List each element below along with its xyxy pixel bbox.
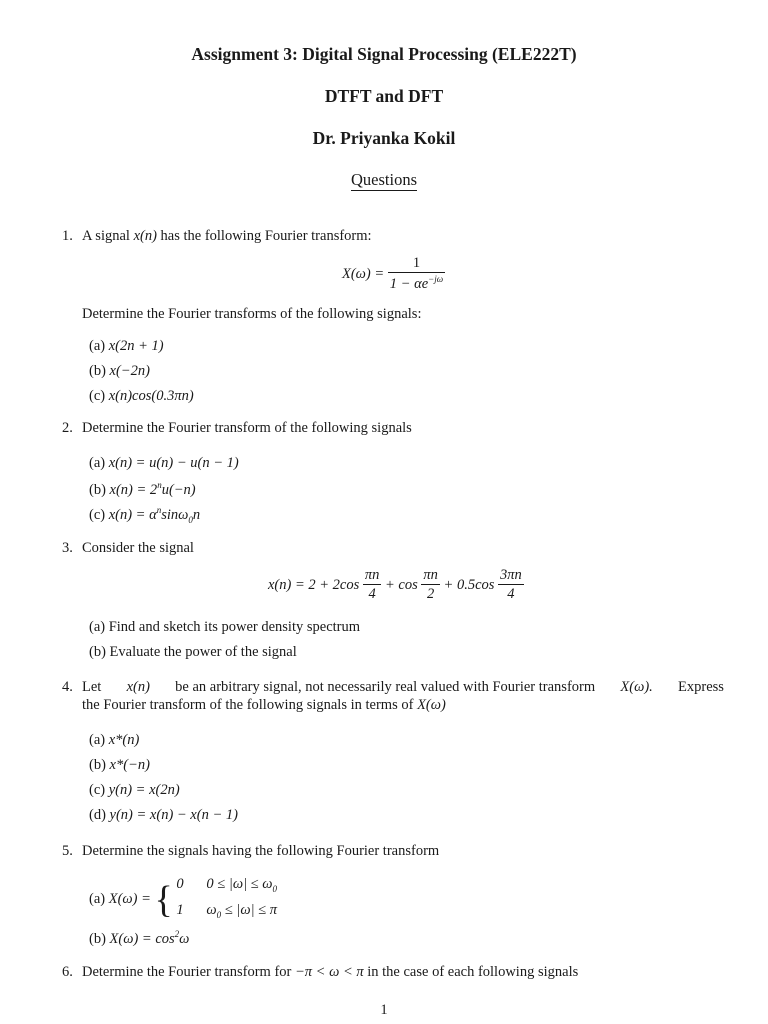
q3-eq-frac3-num: 3πn bbox=[500, 567, 522, 583]
author-name: Dr. Priyanka Kokil bbox=[312, 128, 456, 148]
q5-case-2-sub: 0 bbox=[216, 909, 222, 920]
q2-part-c bbox=[89, 505, 200, 525]
q2-part-c-sub: 0 bbox=[188, 514, 193, 525]
q4-part-a-expr: x*(n) bbox=[108, 732, 140, 748]
q5-part-b-expr bbox=[110, 931, 190, 947]
q5-part-a-brace: { bbox=[154, 878, 173, 921]
q1-instruction: Determine the Fourier transforms of the following signals: bbox=[82, 306, 422, 322]
q5-case-1 bbox=[176, 874, 277, 900]
q4-line1-signal: x(n) bbox=[126, 679, 150, 695]
q3-eq-mid1: + cos bbox=[385, 577, 418, 593]
q1-eq-denominator bbox=[388, 272, 445, 293]
q6-text bbox=[82, 964, 578, 981]
q5-part-b-pre: X(ω) = cos bbox=[109, 930, 175, 947]
q1-eq-den-exponent: −jω bbox=[428, 273, 444, 284]
q1-part-b bbox=[89, 363, 150, 380]
page-title: Assignment 3: Digital Signal Processing (ELE222T) bbox=[191, 44, 577, 64]
q4-part-c-expr: y(n) = x(2n) bbox=[108, 782, 180, 798]
q1-part-a bbox=[89, 338, 164, 355]
q5-part-a-label: (a) bbox=[89, 891, 106, 908]
q5-part-b bbox=[89, 929, 189, 948]
q3-eq-frac3-den: 4 bbox=[498, 584, 524, 603]
q2-number: 2. bbox=[62, 420, 73, 436]
q6-number: 6. bbox=[62, 964, 73, 980]
q3-eq-frac1-den: 4 bbox=[363, 584, 382, 603]
q4-part-d-expr: y(n) = x(n) − x(n − 1) bbox=[109, 807, 238, 823]
q5-case-2-cond-post: ≤ |ω| ≤ π bbox=[221, 901, 278, 918]
q4-line2-a: the Fourier transform of the following signals in terms of bbox=[82, 697, 414, 713]
q2-text: Determine the Fourier transform of the following signals bbox=[82, 420, 412, 436]
q3-text: Consider the signal bbox=[82, 540, 194, 556]
section-heading bbox=[0, 170, 768, 190]
q2-part-a bbox=[89, 455, 239, 472]
q2-part-b-expr bbox=[110, 482, 196, 498]
q2-part-b bbox=[89, 480, 196, 499]
q1-text bbox=[82, 228, 372, 245]
q1-equation bbox=[342, 256, 445, 293]
q5-part-a-cases bbox=[176, 874, 277, 926]
q1-part-c-label: (c) bbox=[89, 388, 106, 404]
q4-line1-X: X(ω). bbox=[620, 679, 653, 695]
q1-eq-den-text: 1 − αe bbox=[389, 275, 429, 292]
q4-line1-a: Let bbox=[82, 679, 102, 695]
q4-part-b bbox=[89, 757, 150, 774]
q4-line2-X: X(ω) bbox=[417, 697, 446, 713]
page-subtitle: DTFT and DFT bbox=[324, 86, 444, 106]
q1-part-c bbox=[89, 388, 194, 405]
q3-eq-frac1 bbox=[363, 568, 382, 603]
page-number: 1 bbox=[380, 1002, 388, 1018]
q3-eq-frac1-num: πn bbox=[364, 567, 380, 583]
q5-case-2-value: 1 bbox=[176, 901, 184, 918]
q2-part-c-pre: x(n) = α bbox=[108, 506, 157, 523]
q6-text-post: in the case of each following signals bbox=[367, 964, 579, 980]
q5-part-b-sup: 2 bbox=[174, 929, 180, 939]
q4-part-a bbox=[89, 732, 139, 749]
q2-part-c-expr bbox=[109, 507, 200, 523]
q4-line1-c: Express bbox=[678, 679, 724, 695]
q5-part-a-lhs: X(ω) = bbox=[108, 891, 151, 908]
q1-text-post: has the following Fourier transform: bbox=[160, 228, 372, 244]
q1-part-a-expr: x(2n + 1) bbox=[108, 338, 164, 354]
q3-part-b-label: (b) bbox=[89, 644, 106, 660]
q5-case-2 bbox=[176, 900, 277, 926]
q1-eq-lhs: X(ω) = bbox=[342, 265, 385, 282]
q1-part-c-expr: x(n)cos(0.3πn) bbox=[108, 388, 194, 404]
q4-part-a-label: (a) bbox=[89, 732, 106, 748]
q1-eq-fraction bbox=[388, 256, 445, 293]
q1-number: 1. bbox=[62, 228, 73, 244]
q1-part-b-label: (b) bbox=[89, 363, 106, 379]
q2-part-b-sup: n bbox=[157, 480, 162, 490]
q1-part-a-label: (a) bbox=[89, 338, 106, 354]
q5-number: 5. bbox=[62, 843, 73, 859]
q5-case-1-value: 0 bbox=[176, 876, 184, 892]
q2-part-a-expr: x(n) = u(n) − u(n − 1) bbox=[108, 455, 239, 471]
q2-part-c-post: n bbox=[192, 506, 201, 523]
q3-eq-mid2: + 0.5cos bbox=[443, 577, 495, 593]
q3-part-b bbox=[89, 644, 297, 661]
q4-line2 bbox=[82, 697, 446, 714]
q5-part-b-post: ω bbox=[179, 930, 190, 947]
q4-part-c-label: (c) bbox=[89, 782, 106, 798]
q1-part-b-expr: x(−2n) bbox=[109, 363, 150, 379]
q5-part-a bbox=[89, 874, 277, 926]
q2-part-c-mid: sinω bbox=[161, 506, 189, 523]
q4-part-b-expr: x*(−n) bbox=[109, 757, 150, 773]
q1-signal: x(n) bbox=[133, 228, 157, 244]
q4-part-c bbox=[89, 782, 180, 799]
q4-line1 bbox=[82, 679, 724, 696]
q3-eq-frac2-num: πn bbox=[423, 567, 438, 583]
section-heading-text: Questions bbox=[351, 170, 417, 189]
q5-case-1-condition: 0 ≤ |ω| ≤ ω bbox=[206, 876, 273, 892]
q3-eq-frac2-den: 2 bbox=[421, 584, 440, 603]
q2-part-b-post: u(−n) bbox=[161, 481, 196, 498]
q4-line1-b: be an arbitrary signal, not necessarily real valued with Fourier transform bbox=[175, 679, 596, 695]
q2-part-b-pre: x(n) = 2 bbox=[109, 481, 158, 498]
q2-part-c-label: (c) bbox=[89, 506, 106, 523]
q4-part-d-label: (d) bbox=[89, 807, 106, 823]
q5-part-b-label: (b) bbox=[89, 930, 106, 947]
q4-part-b-label: (b) bbox=[89, 757, 106, 773]
q1-eq-numerator: 1 bbox=[412, 255, 421, 271]
q2-part-a-label: (a) bbox=[89, 455, 106, 471]
q1-text-pre: A signal bbox=[82, 228, 130, 244]
q4-number: 4. bbox=[62, 679, 73, 695]
q3-eq-frac3 bbox=[498, 568, 524, 603]
q3-part-a-label: (a) bbox=[89, 619, 106, 635]
q3-part-a-text: Find and sketch its power density spectrum bbox=[108, 619, 361, 635]
q6-text-pre: Determine the Fourier transform for bbox=[82, 964, 292, 980]
q3-part-a bbox=[89, 619, 360, 636]
q2-part-c-sup: n bbox=[156, 505, 162, 515]
q3-eq-lhs: x(n) = 2 + 2cos bbox=[268, 577, 360, 593]
q3-part-b-text: Evaluate the power of the signal bbox=[109, 644, 297, 660]
q5-text: Determine the signals having the following Fourier transform bbox=[82, 843, 440, 859]
q6-range: −π < ω < π bbox=[295, 964, 364, 980]
q3-number: 3. bbox=[62, 540, 73, 556]
q3-eq-frac2 bbox=[421, 568, 440, 603]
q5-case-1-sub: 0 bbox=[272, 883, 278, 894]
q4-part-d bbox=[89, 807, 238, 824]
q3-equation bbox=[268, 568, 524, 603]
q2-part-b-label: (b) bbox=[89, 481, 106, 498]
q5-case-2-cond-pre: ω bbox=[206, 901, 217, 918]
